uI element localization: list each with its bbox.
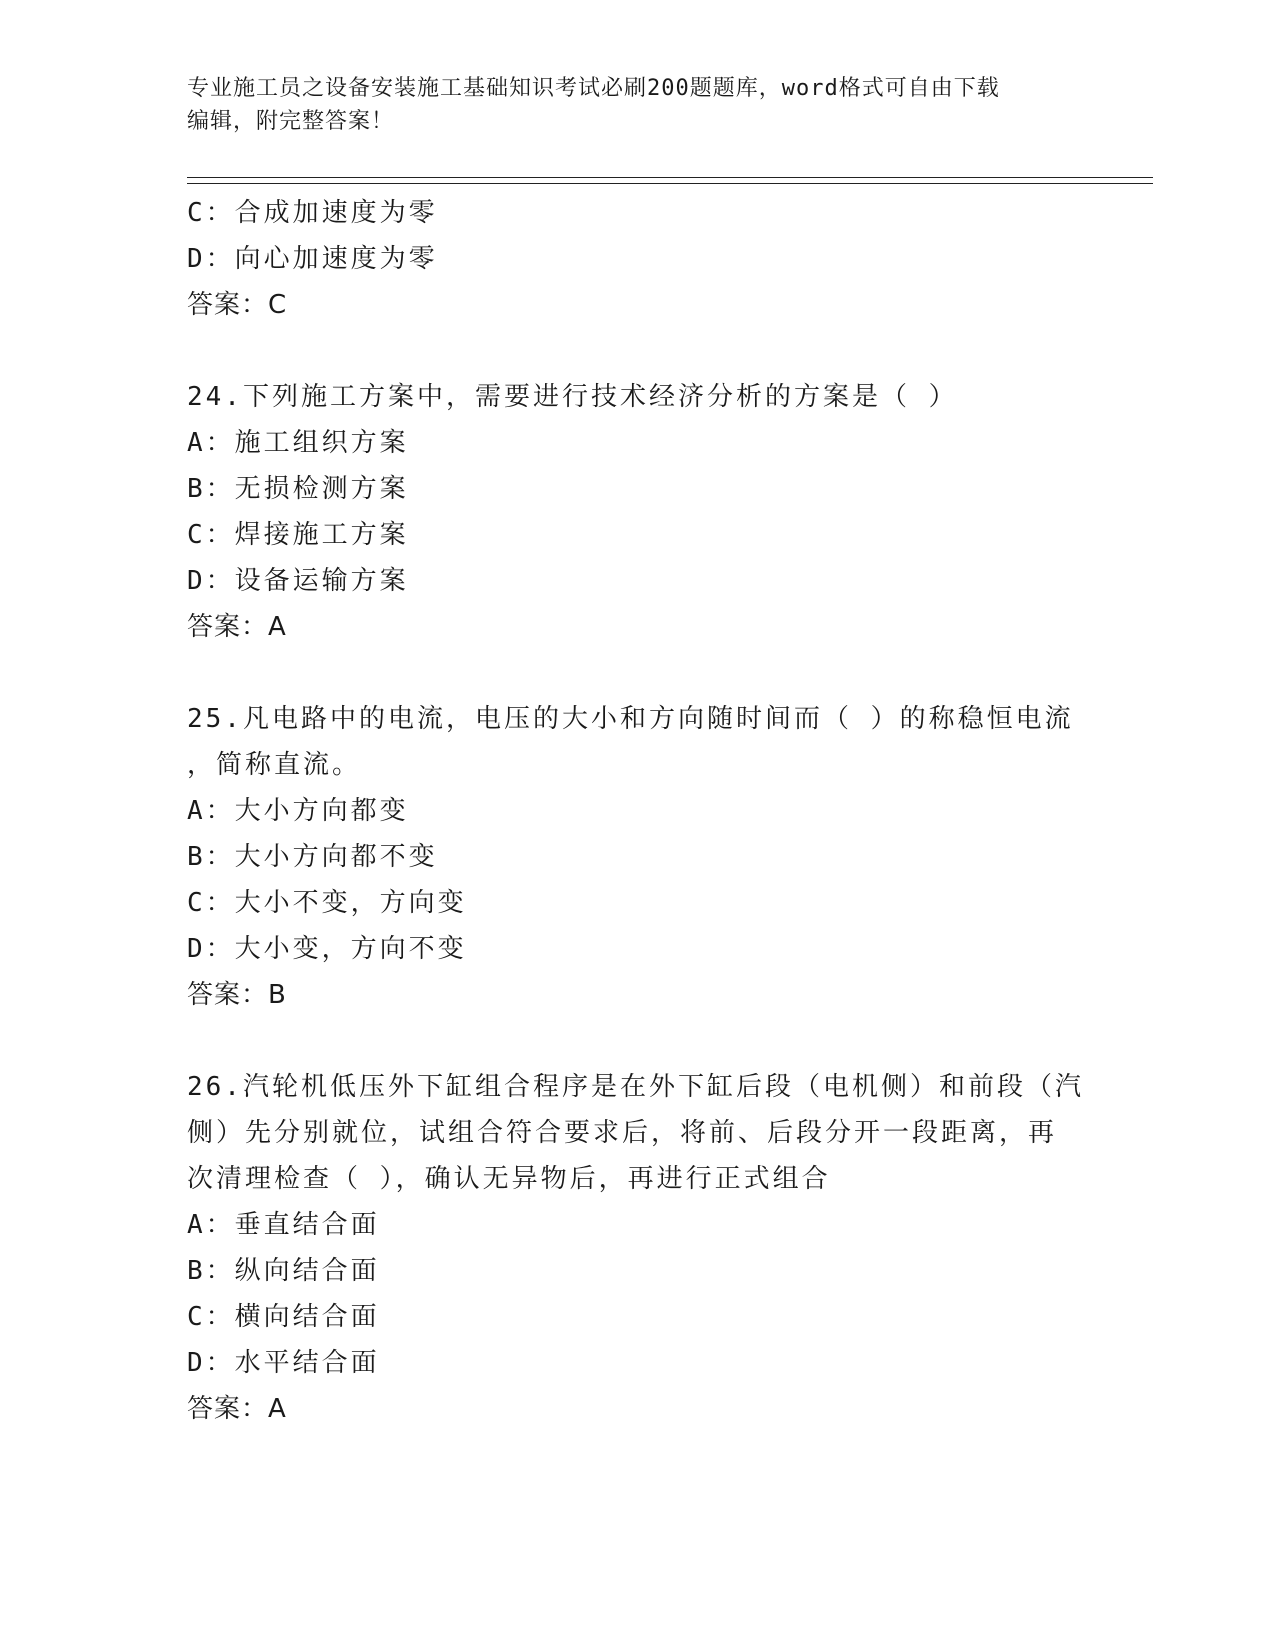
answer: 答案：A bbox=[187, 612, 287, 642]
question-text: 26.汽轮机低压外下缸组合程序是在外下缸后段（电机侧）和前段（汽 bbox=[187, 1072, 1084, 1102]
option-d: D：大小变，方向不变 bbox=[187, 934, 467, 964]
spacer bbox=[187, 1018, 1087, 1064]
option-c: C：合成加速度为零 bbox=[187, 198, 438, 228]
option-b: B：纵向结合面 bbox=[187, 1256, 380, 1286]
option-a: A：大小方向都变 bbox=[187, 796, 409, 826]
question-25 bbox=[187, 696, 1087, 1018]
question-26 bbox=[187, 1064, 1087, 1432]
answer: 答案：B bbox=[187, 980, 287, 1010]
option-c: C：焊接施工方案 bbox=[187, 520, 409, 550]
option-d: D：向心加速度为零 bbox=[187, 244, 438, 274]
option-a: A：垂直结合面 bbox=[187, 1210, 380, 1240]
question-text: 25.凡电路中的电流，电压的大小和方向随时间而（ ）的称稳恒电流 bbox=[187, 704, 1074, 734]
option-b: B：无损检测方案 bbox=[187, 474, 409, 504]
question-text: 24.下列施工方案中，需要进行技术经济分析的方案是（ ） bbox=[187, 382, 958, 412]
question-text: 次清理检查（ ），确认无异物后，再进行正式组合 bbox=[187, 1164, 831, 1194]
answer: 答案：C bbox=[187, 290, 288, 320]
answer: 答案：A bbox=[187, 1394, 287, 1424]
document-header bbox=[187, 72, 1067, 138]
option-c: C：大小不变，方向变 bbox=[187, 888, 467, 918]
option-b: B：大小方向都不变 bbox=[187, 842, 438, 872]
question-24 bbox=[187, 374, 1087, 650]
header-rule-bottom bbox=[187, 183, 1153, 184]
option-d: D：设备运输方案 bbox=[187, 566, 409, 596]
partial-question bbox=[187, 190, 1087, 328]
spacer bbox=[187, 328, 1087, 374]
header-rule-top bbox=[187, 177, 1153, 178]
question-list bbox=[187, 190, 1087, 1432]
option-a: A：施工组织方案 bbox=[187, 428, 409, 458]
header-line-2: 编辑，附完整答案！ bbox=[187, 109, 395, 134]
question-text: 侧）先分别就位，试组合符合要求后，将前、后段分开一段距离，再 bbox=[187, 1118, 1058, 1148]
option-c: C：横向结合面 bbox=[187, 1302, 380, 1332]
header-line-1: 专业施工员之设备安装施工基础知识考试必刷200题题库，word格式可自由下载 bbox=[187, 76, 1000, 101]
question-text: ，简称直流。 bbox=[187, 750, 362, 780]
spacer bbox=[187, 650, 1087, 696]
option-d: D：水平结合面 bbox=[187, 1348, 380, 1378]
